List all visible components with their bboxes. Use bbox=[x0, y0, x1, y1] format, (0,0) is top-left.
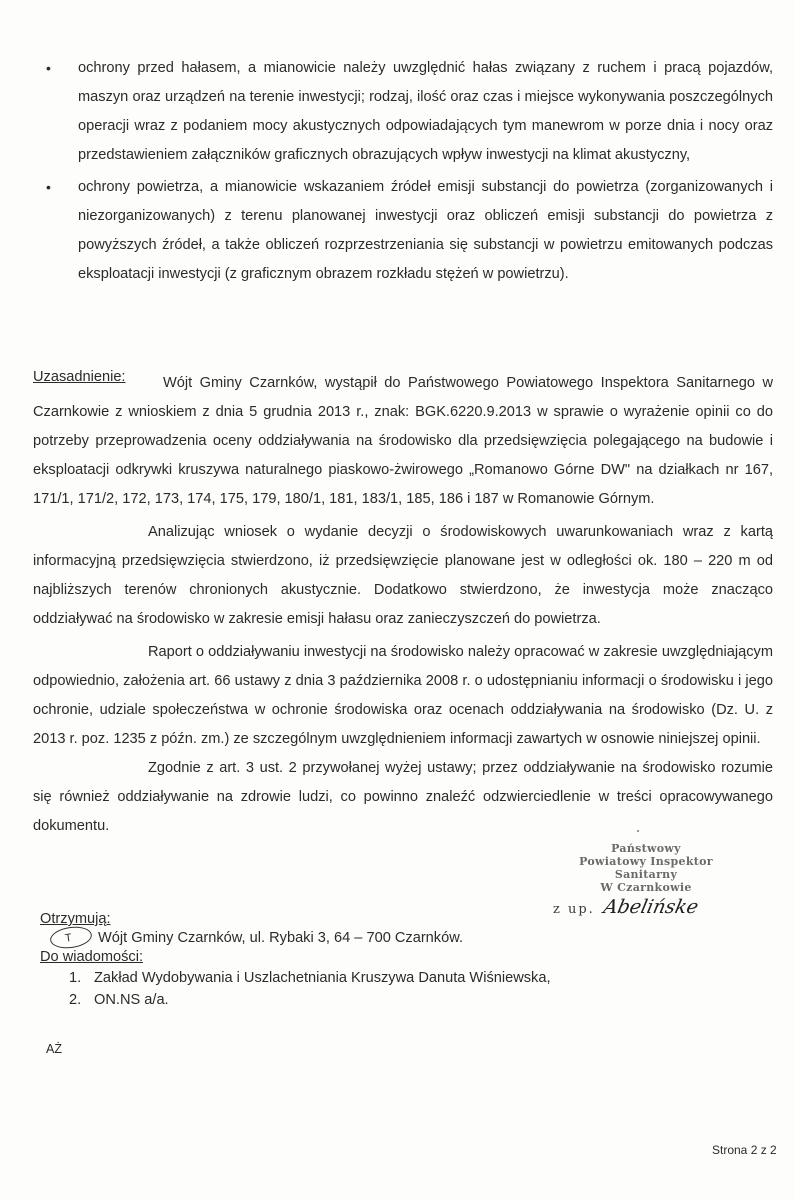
list-item bbox=[40, 967, 740, 989]
item-number: 2. bbox=[69, 992, 82, 1008]
list-item bbox=[40, 989, 740, 1011]
bullet-text: ochrony przed hałasem, a mianowicie należy uwzględnić hałas związany z ruchem i pracą pojazdów, maszyn oraz urządzeń na terenie inwestycji; rodzaj, ilość oraz czas i miejsce wykonywania poszczególnych operacji wraz z podaniem mocy akustycznych odpowiadających tym manewrom w porze dnia i nocy oraz przedstawieniem załączników graficznych obrazujących wpływ inwestycji na klimat akustyczny, bbox=[78, 60, 773, 163]
list-item bbox=[38, 173, 773, 289]
circled-mark bbox=[49, 924, 94, 951]
justification-heading: Uzasadnienie: bbox=[33, 369, 126, 385]
author-initials: AŻ bbox=[46, 1042, 62, 1056]
cc-list bbox=[40, 967, 740, 1011]
circled-mark-text: T bbox=[64, 931, 73, 945]
bullet-icon: • bbox=[46, 179, 51, 195]
bullet-text: ochrony powietrza, a mianowicie wskazaniem źródeł emisji substancji do powietrza (zorganizowanych i niezorganizowanych) z terenu planowanej inwestycji oraz obliczeń emisji substancji do powietrza z powyższych źródeł, a także obliczeń rozprzestrzeniania się substancji w powietrzu emitowanych podczas eksploatacji inwestycji (z graficznym obrazem rozkładu stężeń w powietrzu). bbox=[78, 179, 773, 282]
ink-dot bbox=[637, 830, 639, 832]
stamp-line: Państwowy bbox=[611, 842, 681, 855]
list-item bbox=[38, 54, 773, 170]
cc-heading: Do wiadomości: bbox=[40, 949, 144, 965]
item-text: Zakład Wydobywania i Uszlachetniania Kruszywa Danuta Wiśniewska, bbox=[94, 970, 551, 986]
bullet-icon: • bbox=[46, 60, 51, 76]
stamp-line: W Czarnkowie bbox=[600, 881, 692, 894]
page-number: Strona 2 z 2 bbox=[712, 1143, 777, 1157]
item-number: 1. bbox=[69, 970, 82, 986]
stamp-line: Powiatowy Inspektor Sanitarny bbox=[579, 855, 713, 881]
recipients-section bbox=[40, 910, 740, 1011]
signature-prefix: z up. bbox=[553, 902, 595, 917]
justification-paragraph: Wójt Gminy Czarnków, wystąpił do Państwowego Powiatowego Inspektora Sanitarnego w Czarnkowie z wnioskiem z dnia 5 grudnia 2013 r., znak: BGK.6220.9.2013 w sprawie o wyrażenie opinii co do potrzeby przeprowadzenia oceny oddziaływania na środowisko dla przedsięwzięcia polegającego na budowie i eksploatacji odkrywki kruszywa naturalnego piaskowo-żwirowego „Romanowo Górne DW" na działkach nr 167, 171/1, 171/2, 172, 173, 174, 175, 179, 180/1, 181, 183/1, 185, 186 i 187 w Romanowie Górnym. bbox=[33, 375, 773, 507]
recipient-main bbox=[40, 929, 740, 948]
justification-section bbox=[33, 367, 773, 841]
requirements-list bbox=[38, 54, 773, 292]
official-stamp bbox=[546, 842, 746, 894]
justification-paragraph: Raport o oddziaływaniu inwestycji na środowisko należy opracować w zakresie uwzględniającym odpowiednio, założenia art. 66 ustawy z dnia 3 października 2008 r. o udostępnianiu informacji o środowisku i jego ochronie, udziale społeczeństwa w ochronie środowiska oraz ocenach oddziaływania na środowisko (Dz. U. z 2013 r. poz. 1235 z późn. zm.) ze szczególnym uwzględnieniem informacji zawartych w osnowie niniejszej opinii. bbox=[33, 644, 773, 747]
item-text: ON.NS a/a. bbox=[94, 992, 169, 1008]
justification-paragraph: Zgodnie z art. 3 ust. 2 przywołanej wyżej ustawy; przez oddziaływanie na środowisko rozumie się również oddziaływanie na zdrowie ludzi, co powinno znaleźć odzwierciedlenie w treści opracowywanego dokumentu. bbox=[33, 760, 773, 834]
handwritten-signature: Abelińske bbox=[602, 896, 701, 918]
justification-paragraph: Analizując wniosek o wydanie decyzji o środowiskowych uwarunkowaniach wraz z kartą informacyjną przedsięwzięcia stwierdzono, iż przedsięwzięcie planowane jest w odległości ok. 180 – 220 m od najbliższych terenów chronionych akustycznie. Dodatkowo stwierdzono, że inwestycja może znacząco oddziaływać na środowisko w zakresie emisji hałasu oraz zanieczyszczeń do powietrza. bbox=[33, 524, 773, 627]
recipients-heading: Otrzymują: bbox=[40, 911, 111, 927]
recipient-text: Wójt Gminy Czarnków, ul. Rybaki 3, 64 – 700 Czarnków. bbox=[98, 930, 463, 946]
